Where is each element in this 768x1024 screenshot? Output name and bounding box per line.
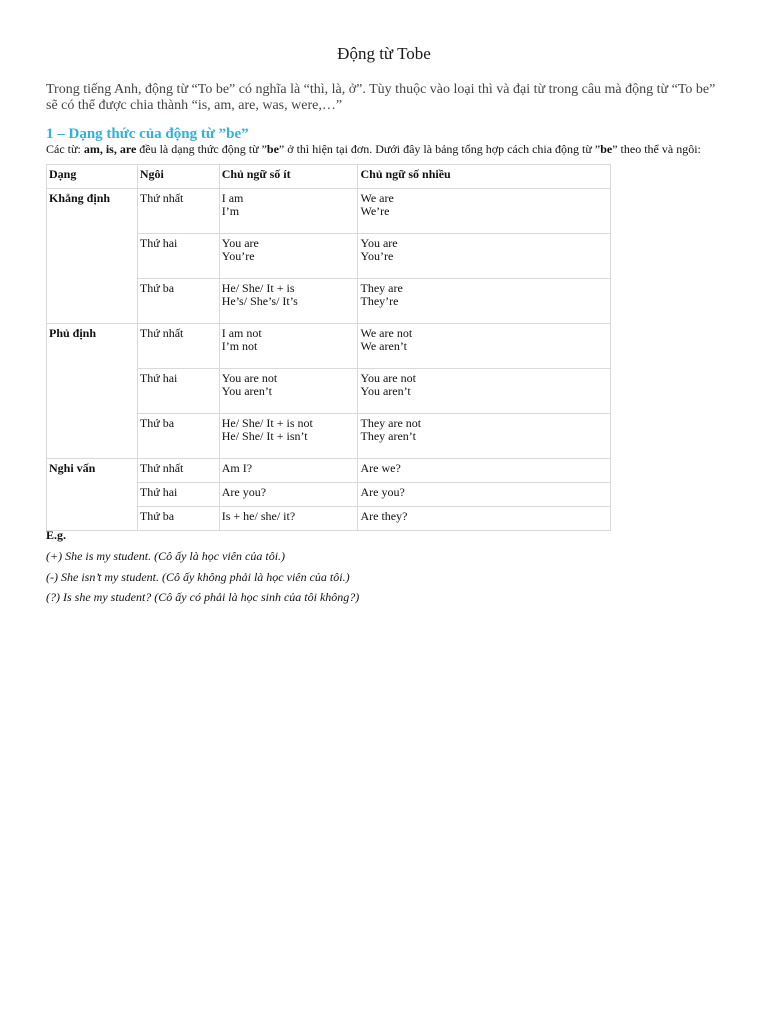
section-description	[46, 142, 736, 157]
singular-cell	[219, 279, 358, 324]
singular-line: You are	[221, 236, 259, 250]
plural-cell	[358, 189, 611, 234]
plural-line: We are not	[360, 326, 413, 340]
singular-cell	[219, 483, 358, 507]
singular-cell	[219, 414, 358, 459]
desc-bold-forms: am, is, are	[83, 142, 137, 156]
singular-line: Is + he/ she/ it?	[221, 509, 296, 523]
singular-line: I’m	[221, 204, 240, 218]
plural-line: We aren’t	[360, 339, 407, 353]
singular-line: He’s/ She’s/ It’s	[221, 294, 298, 308]
example-negative: (-) She isn’t my student. (Cô ấy không phải là học viên của tôi.)	[46, 570, 350, 584]
table-row	[47, 324, 611, 369]
table-row	[47, 189, 611, 234]
example-question: (?) Is she my student? (Cô ấy có phải là học sinh của tôi không?)	[46, 590, 360, 604]
header-cell-plural: Chủ ngữ số nhiều	[358, 165, 611, 189]
singular-line: I am	[221, 191, 244, 205]
examples-label: E.g.	[46, 528, 67, 542]
plural-line: Are we?	[360, 461, 401, 475]
plural-cell	[358, 414, 611, 459]
table-body	[47, 165, 611, 531]
plural-line: You’re	[360, 249, 394, 263]
plural-cell	[358, 507, 611, 531]
desc-text-1: Các từ:	[46, 142, 84, 156]
header-cell-form: Dạng	[47, 165, 138, 189]
singular-cell	[219, 369, 358, 414]
header-cell-singular: Chủ ngữ số ít	[219, 165, 358, 189]
form-cell: Khẳng định	[47, 189, 138, 324]
singular-line: You aren’t	[221, 384, 272, 398]
conjugation-table	[46, 164, 611, 531]
singular-line: You’re	[221, 249, 255, 263]
section-heading: 1 – Dạng thức của động từ ”be”	[46, 126, 249, 142]
singular-cell	[219, 189, 358, 234]
plural-line: Are you?	[360, 485, 405, 499]
singular-line: He/ She/ It + is not	[221, 416, 313, 430]
plural-cell	[358, 369, 611, 414]
singular-line: He/ She/ It + isn’t	[221, 429, 308, 443]
table-header-row	[47, 165, 611, 189]
plural-line: They are	[360, 281, 403, 295]
person-cell: Thứ nhất	[137, 189, 219, 234]
plural-cell	[358, 234, 611, 279]
example-affirmative: (+) She is my student. (Cô ấy là học viên của tôi.)	[46, 549, 286, 563]
singular-cell	[219, 324, 358, 369]
form-cell: Nghi vấn	[47, 459, 138, 531]
singular-line: I’m not	[221, 339, 258, 353]
plural-cell	[358, 483, 611, 507]
desc-text-2: đều là dạng thức động từ ”	[136, 142, 267, 156]
form-cell: Phủ định	[47, 324, 138, 459]
person-cell: Thứ nhất	[137, 459, 219, 483]
plural-cell	[358, 324, 611, 369]
intro-paragraph: Trong tiếng Anh, động từ “To be” có nghĩa là “thì, là, ở”. Tùy thuộc vào loại thì và đại từ trong câu mà động từ “To be” sẽ có thể được chia thành “is, am, are, was, were,…”	[46, 82, 716, 113]
singular-line: Am I?	[221, 461, 253, 475]
singular-cell	[219, 234, 358, 279]
plural-line: You are	[360, 236, 398, 250]
singular-line: I am not	[221, 326, 262, 340]
desc-bold-be-1: be	[266, 142, 279, 156]
person-cell: Thứ hai	[137, 483, 219, 507]
plural-line: We’re	[360, 204, 390, 218]
person-cell: Thứ nhất	[137, 324, 219, 369]
plural-line: They are not	[360, 416, 422, 430]
person-cell: Thứ ba	[137, 279, 219, 324]
plural-line: We are	[360, 191, 394, 205]
singular-cell	[219, 507, 358, 531]
plural-line: They’re	[360, 294, 399, 308]
header-cell-person: Ngôi	[137, 165, 219, 189]
person-cell: Thứ hai	[137, 234, 219, 279]
singular-cell	[219, 459, 358, 483]
singular-line: You are not	[221, 371, 278, 385]
desc-text-4: ” theo thể và ngôi:	[612, 142, 701, 156]
desc-bold-be-2: be	[600, 142, 613, 156]
singular-line: He/ She/ It + is	[221, 281, 295, 295]
plural-cell	[358, 279, 611, 324]
singular-line: Are you?	[221, 485, 267, 499]
plural-cell	[358, 459, 611, 483]
person-cell: Thứ ba	[137, 414, 219, 459]
person-cell: Thứ hai	[137, 369, 219, 414]
plural-line: Are they?	[360, 509, 408, 523]
table-row	[47, 459, 611, 483]
plural-line: You aren’t	[360, 384, 411, 398]
plural-line: You are not	[360, 371, 416, 385]
page-title: Động từ Tobe	[337, 44, 431, 63]
plural-line: They aren’t	[360, 429, 416, 443]
person-cell: Thứ ba	[137, 507, 219, 531]
desc-text-3: ” ở thì hiện tại đơn. Dưới đây là bảng tổng hợp cách chia động từ ”	[278, 142, 601, 156]
